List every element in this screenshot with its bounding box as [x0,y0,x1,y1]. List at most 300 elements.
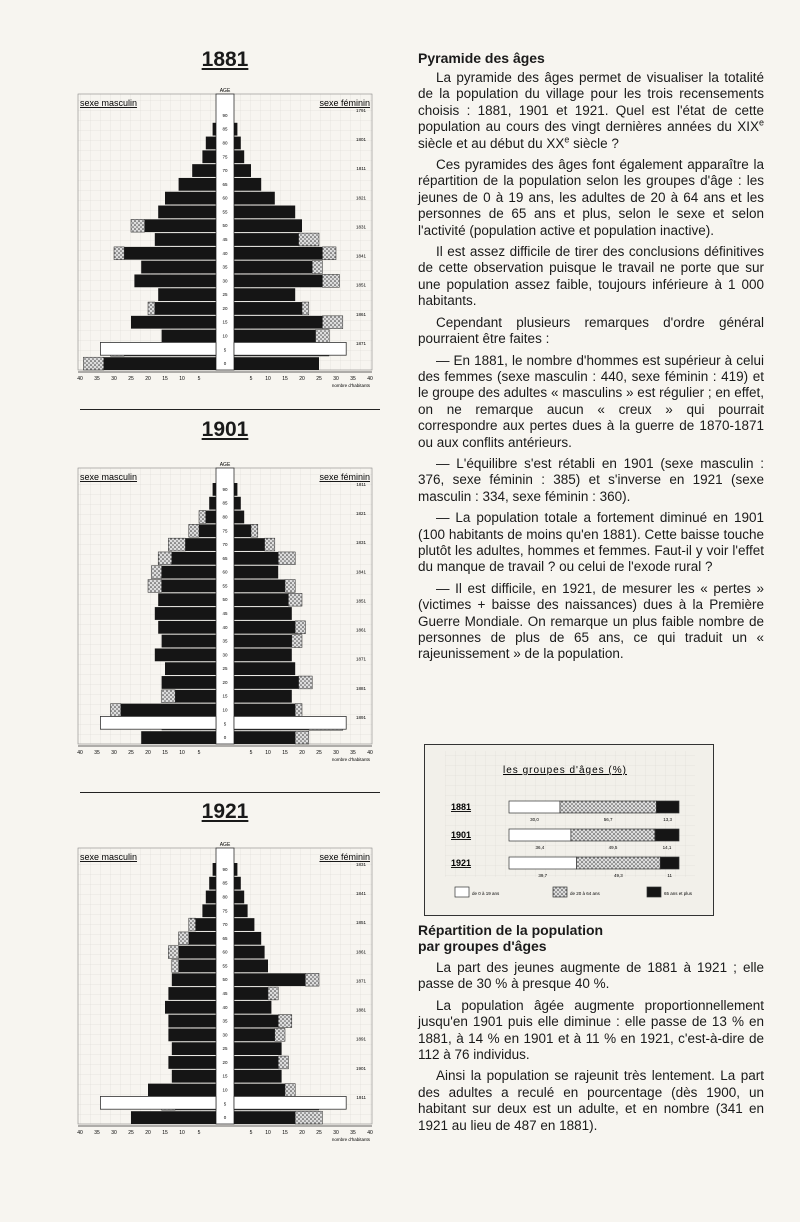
age-groups-chart [424,744,714,916]
female-bar [234,233,299,246]
x-tick: 30 [333,750,339,756]
age-tick: 55 [222,583,228,589]
female-bar [234,178,261,191]
pyramid-title-1901: 1901 [201,418,249,441]
male-excess-bar [199,511,206,524]
paragraph-11: Ainsi la population se rajeunit très lentement. La part des adultes a reculé en pourcentage (dès 1900, un habitant sur deux est un adulte, et en nombre (341 en 1921 au lieu de 487 en 1881). [418,1068,764,1133]
female-excess-bar [322,247,336,260]
male-bar [168,1056,216,1069]
male-label: sexe masculin [80,472,138,482]
x-tick: 25 [316,750,322,756]
male-bar [162,566,216,579]
female-label: sexe féminin [319,852,370,862]
male-bar [158,621,216,634]
age-tick: 20 [222,679,228,685]
x-tick: 5 [197,1130,201,1136]
female-bar [234,731,295,744]
separator-rule-2 [80,792,380,793]
female-excess-bar [295,731,309,744]
male-excess-bar [168,946,178,959]
segment-value-label: 14,1 [662,845,672,850]
x-tick: 5 [197,750,201,756]
male-bar [213,483,216,496]
male-bar [121,704,216,717]
x-tick: 30 [111,376,117,382]
female-bar [234,357,319,370]
paragraph-4: Cependant plusieurs remarques d'ordre général pourraient être faites : [418,314,764,347]
male-bar [202,904,216,917]
age-tick: 25 [222,292,228,298]
male-bar [185,538,216,551]
female-excess-bar [322,316,342,329]
x-tick: 40 [367,750,373,756]
group-bar-segment [655,829,679,841]
pyramid-chart-1921 [70,834,380,1156]
birth-year-label: 1841 [355,891,366,897]
male-youth-bar [100,716,216,729]
birth-year-label: 1851 [355,598,366,604]
male-excess-bar [179,932,189,945]
age-tick: 60 [222,569,228,575]
paragraph-10: La population âgée augmente proportionnellement jusqu'en 1901 puis elle diminue : elle passe de 13 % en 1881, à 14 % en 1901 et à 11 % en 1921, c'est-à-dire de 112 à 76 individus. [418,997,764,1063]
birth-year-label: 1841 [355,569,366,575]
paragraph-3: Il est assez difficile de tirer des conclusions définitives de cette observation puisque le travail ne porte que sur une population assez faible, toujours inférieure à 1 000 habitants. [418,244,764,309]
paragraph-9: La part des jeunes augmente de 1881 à 1921 ; elle passe de 30 % à presque 40 %. [418,960,764,992]
male-bar [162,676,216,689]
segment-value-label: 49,5 [608,845,618,850]
male-excess-bar [83,357,103,370]
x-tick: 5 [249,1130,253,1136]
female-bar [234,1028,275,1041]
category-label: 1901 [451,830,472,840]
age-tick: 40 [222,624,228,630]
male-bar [134,274,216,287]
age-tick: 15 [222,693,228,699]
age-tick: 60 [222,195,228,201]
x-tick: 10 [265,750,271,756]
group-bar-segment [509,801,560,813]
x-tick: 15 [282,750,288,756]
x-tick: 40 [77,1130,83,1136]
age-axis-label: AGE [219,842,231,848]
female-bar [234,538,265,551]
female-youth-bar [234,716,346,729]
x-tick: 10 [179,1130,185,1136]
heading-pyramide: Pyramide des âges [418,50,545,66]
female-label: sexe féminin [319,472,370,482]
male-bar [172,973,216,986]
age-tick: 5 [223,347,227,353]
male-bar [172,552,216,565]
male-bar [213,123,216,136]
legend-swatch [553,887,567,897]
male-bar [155,302,216,315]
male-excess-bar [189,524,199,537]
x-tick: 35 [94,750,100,756]
x-tick: 35 [350,750,356,756]
age-tick: 45 [222,611,228,616]
x-tick: 10 [265,376,271,382]
birth-year-label: 1811 [356,482,366,487]
female-excess-bar [316,330,330,343]
female-bar [234,987,268,1000]
pyramid-title-1921: 1921 [201,800,249,823]
female-bar [234,150,244,163]
female-bar [234,524,251,537]
female-bar [234,1056,278,1069]
birth-year-label: 1881 [355,1007,366,1013]
age-tick: 90 [222,866,228,872]
x-tick: 5 [197,376,201,382]
legend-label: 65 ans et plus [664,891,693,896]
female-bar [234,302,302,315]
male-bar [206,511,216,524]
age-tick: 55 [222,209,228,215]
female-bar [234,1015,278,1028]
x-tick: 30 [333,376,339,382]
age-tick: 50 [222,597,228,603]
female-bar [234,932,261,945]
male-excess-bar [114,247,124,260]
birth-year-label: 1841 [355,253,366,259]
birth-year-label: 1801 [355,137,366,143]
female-bar [234,261,312,274]
age-tick: 65 [222,935,228,941]
paragraph-6: — L'équilibre s'est rétabli en 1901 (sexe masculin : 376, sexe féminin : 385) et s'inverse en 1921 (sexe masculin : 334, sexe féminin : 360). [418,455,764,504]
age-axis-column [216,848,234,1124]
x-tick: 35 [350,1130,356,1136]
male-bar [145,219,216,232]
birth-year-label: 1891 [355,1036,366,1042]
age-tick: 20 [222,305,228,311]
x-unit-label: nombre d'habitants [331,757,370,762]
category-label: 1921 [451,858,472,868]
x-tick: 30 [333,1130,339,1136]
age-tick: 90 [222,486,228,492]
x-tick: 20 [299,1130,305,1136]
male-bar [172,1070,216,1083]
age-tick: 80 [222,140,228,146]
pyramid-chart-1881 [70,80,380,400]
female-bar [234,960,268,973]
age-tick: 35 [222,638,228,644]
pyramid-chart-1901 [70,454,380,776]
male-bar [162,580,216,593]
female-bar [234,946,265,959]
birth-year-label: 1861 [355,627,366,633]
x-tick: 15 [282,1130,288,1136]
group-bar-segment [560,801,656,813]
category-label: 1881 [451,802,472,812]
male-bar [175,690,216,703]
age-tick: 55 [222,963,228,969]
male-bar [158,288,216,301]
x-tick: 25 [316,376,322,382]
age-tick: 75 [222,154,228,160]
age-tick: 60 [222,949,228,955]
male-bar [155,607,216,620]
male-bar [168,1015,216,1028]
article-column-top [418,50,764,668]
age-tick: 65 [222,181,228,187]
female-bar [234,192,275,205]
female-excess-bar [278,1056,288,1069]
age-tick: 80 [222,894,228,900]
female-bar [234,918,254,931]
female-excess-bar [278,1015,292,1028]
male-bar [141,731,216,744]
female-bar [234,704,295,717]
female-excess-bar [265,538,275,551]
age-tick: 5 [223,721,227,727]
age-tick: 10 [222,707,228,713]
female-bar [234,690,292,703]
birth-year-label: 1861 [355,949,366,955]
male-bar [131,1111,216,1124]
age-tick: 15 [222,319,228,325]
x-tick: 15 [162,376,168,382]
segment-value-label: 30,0 [530,817,539,822]
birth-year-label: 1821 [355,511,366,517]
x-tick: 15 [162,750,168,756]
female-bar [234,580,285,593]
male-bar [148,1084,216,1097]
age-tick: 40 [222,1004,228,1010]
age-tick: 30 [222,1032,228,1038]
segment-value-label: 13,3 [663,817,673,822]
birth-year-label: 1791 [355,108,366,113]
female-bar [234,206,295,219]
x-tick: 20 [145,750,151,756]
male-bar [124,247,216,260]
male-bar [131,316,216,329]
female-bar [234,316,322,329]
male-excess-bar [189,918,196,931]
female-bar [234,676,299,689]
age-tick: 25 [222,666,228,672]
paragraph-2: Ces pyramides des âges font également apparaître la répartition de la population selon les groupes d'âge : les jeunes de 0 à 19 ans, les adultes de 20 à 64 ans et les personnes de 65 ans et plus, selon le sexe et selon l'activité (population active et population inactive). [418,157,764,238]
x-tick: 15 [162,1130,168,1136]
male-bar [209,877,216,890]
paragraph-7: — La population totale a fortement diminué en 1901 (100 habitants de moins qu'en 1881). Cette baisse touche plutôt les adultes, hommes et femmes. Faut-il y voir l'effet du manque de travail ? ou celui de l'exode rural ? [418,510,764,575]
male-bar [158,206,216,219]
age-tick: 70 [222,168,228,174]
age-tick: 25 [222,1046,228,1052]
age-tick: 10 [222,333,228,339]
age-tick: 70 [222,922,228,928]
female-bar [234,635,292,648]
pyramid-1921 [70,800,380,1160]
age-axis-label: AGE [219,462,231,468]
x-tick: 30 [111,1130,117,1136]
x-tick: 25 [128,376,134,382]
x-tick: 35 [94,376,100,382]
female-excess-bar [299,676,313,689]
x-tick: 5 [249,750,253,756]
male-bar [202,150,216,163]
female-bar [234,877,241,890]
age-tick: 30 [222,278,228,284]
female-bar [234,566,278,579]
group-bar-segment [576,857,660,869]
male-bar [162,330,216,343]
birth-year-label: 1831 [355,540,366,546]
legend-label: de 20 à 64 ans [570,891,600,896]
group-bar-segment [660,857,679,869]
x-tick: 10 [265,1130,271,1136]
male-excess-bar [148,302,155,315]
age-tick: 85 [222,500,228,506]
male-bar [192,164,216,177]
separator-rule-1 [80,409,380,410]
x-tick: 20 [299,750,305,756]
female-bar [234,1001,271,1014]
x-tick: 25 [128,750,134,756]
male-bar [168,987,216,1000]
male-bar [165,662,216,675]
segment-value-label: 36,4 [535,845,545,850]
male-bar [189,932,216,945]
x-unit-label: nombre d'habitants [331,383,370,388]
female-bar [234,288,295,301]
group-bar-segment [656,801,679,813]
segment-value-label: 11 [667,873,672,878]
male-bar [179,178,216,191]
x-tick: 25 [128,1130,134,1136]
female-excess-bar [299,233,319,246]
female-excess-bar [295,621,305,634]
female-excess-bar [292,635,302,648]
group-bar-segment [571,829,655,841]
female-excess-bar [322,274,339,287]
male-bar [104,357,216,370]
male-youth-bar [100,1096,216,1109]
x-tick: 30 [111,750,117,756]
x-tick: 10 [179,750,185,756]
male-bar [196,918,216,931]
x-tick: 40 [77,750,83,756]
birth-year-label: 1901 [355,1065,366,1071]
age-tick: 35 [222,1018,228,1024]
age-tick: 0 [223,735,227,741]
male-bar [165,1001,216,1014]
paragraph-5: — En 1881, le nombre d'hommes est supérieur à celui des femmes (sexe masculin : 440, sexe féminin : 419) et le groupe des adultes « masculins » est régulier ; en effet, on ne remarque aucun « creux » qui pourrait correspondre aux pertes dues à la guerre de 1870-1871 ou aux conflits antérieurs. [418,352,764,450]
age-tick: 15 [222,1073,228,1079]
female-excess-bar [312,261,322,274]
female-bar [234,483,237,496]
male-bar [155,648,216,661]
female-excess-bar [268,987,278,1000]
age-tick: 0 [223,1115,227,1121]
x-tick: 20 [145,376,151,382]
x-tick: 40 [367,1130,373,1136]
male-bar [141,261,216,274]
legend-swatch [647,887,661,897]
birth-year-label: 1871 [355,978,366,984]
age-tick: 45 [222,237,228,242]
birth-year-label: 1911 [356,1094,366,1100]
male-excess-bar [172,960,179,973]
female-bar [234,648,292,661]
female-bar [234,593,288,606]
birth-year-label: 1861 [355,311,366,317]
age-tick: 75 [222,528,228,534]
male-excess-bar [158,552,172,565]
male-bar [158,593,216,606]
birth-year-label: 1811 [356,166,366,172]
age-tick: 65 [222,555,228,561]
age-tick: 45 [222,991,228,996]
group-bar-segment [509,857,576,869]
age-tick: 20 [222,1059,228,1065]
birth-year-label: 1871 [355,656,366,662]
age-tick: 85 [222,126,228,132]
heading-repartition: Répartition de la population par groupes d'âges [418,922,604,954]
male-excess-bar [162,690,176,703]
age-tick: 70 [222,542,228,548]
female-bar [234,247,322,260]
female-bar [234,164,251,177]
paragraph-1: La pyramide des âges permet de visualiser la totalité de la population du village pour les trois recensements choisis : 1881, 1901 et 1921. Quel est l'état de cette population au cours des vingt dernières années du XIXe siècle et au début du XXe siècle ? [418,70,764,151]
age-axis-label: AGE [219,88,231,94]
male-bar [162,635,216,648]
legend-swatch [455,887,469,897]
group-bar-segment [509,829,571,841]
female-bar [234,1070,282,1083]
age-tick: 80 [222,514,228,520]
male-excess-bar [111,704,121,717]
birth-year-label: 1871 [355,340,366,346]
female-excess-bar [295,704,302,717]
birth-year-label: 1851 [355,920,366,926]
male-excess-bar [151,566,161,579]
pyramid-1901 [70,418,380,782]
female-bar [234,973,305,986]
female-bar [234,274,322,287]
female-excess-bar [295,1111,322,1124]
male-excess-bar [131,219,145,232]
female-excess-bar [285,1084,295,1097]
male-label: sexe masculin [80,852,138,862]
age-tick: 85 [222,880,228,886]
female-excess-bar [285,580,295,593]
female-bar [234,863,237,876]
female-excess-bar [288,593,302,606]
female-bar [234,1111,295,1124]
female-bar [234,891,244,904]
x-tick: 40 [367,376,373,382]
birth-year-label: 1821 [355,195,366,201]
female-youth-bar [234,342,346,355]
male-bar [165,192,216,205]
male-bar [179,960,216,973]
x-tick: 35 [94,1130,100,1136]
female-bar [234,552,278,565]
female-bar [234,137,241,150]
birth-year-label: 1891 [355,714,366,720]
birth-year-label: 1831 [355,224,366,230]
x-tick: 40 [77,376,83,382]
male-bar [172,1042,216,1055]
x-tick: 20 [145,1130,151,1136]
age-tick: 40 [222,250,228,256]
female-label: sexe féminin [319,98,370,108]
age-tick: 90 [222,112,228,118]
male-bar [206,137,216,150]
male-bar [155,233,216,246]
segment-value-label: 56,7 [603,817,613,822]
female-bar [234,511,244,524]
